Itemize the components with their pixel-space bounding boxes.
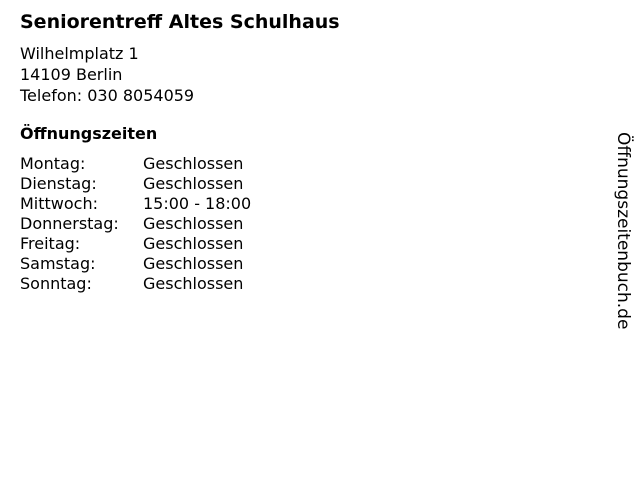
venue-address	[20, 43, 194, 106]
day-label: Freitag:	[20, 234, 81, 253]
venue-title: Seniorentreff Altes Schulhaus	[20, 11, 340, 33]
day-label: Dienstag:	[20, 174, 97, 193]
hours-row-friday	[20, 234, 251, 254]
time-value: Geschlossen	[143, 254, 244, 273]
hours-row-monday	[20, 154, 251, 174]
hours-row-thursday	[20, 214, 251, 234]
day-label: Samstag:	[20, 254, 96, 273]
opening-hours-table	[20, 154, 251, 294]
opening-hours-heading: Öffnungszeiten	[20, 124, 158, 143]
address-city: 14109 Berlin	[20, 65, 123, 84]
time-value: Geschlossen	[143, 154, 244, 173]
hours-row-sunday	[20, 274, 251, 294]
day-label: Montag:	[20, 154, 86, 173]
day-label: Donnerstag:	[20, 214, 119, 233]
hours-row-saturday	[20, 254, 251, 274]
address-street: Wilhelmplatz 1	[20, 44, 139, 63]
time-value: 15:00 - 18:00	[143, 194, 252, 213]
time-value: Geschlossen	[143, 234, 244, 253]
site-watermark: Öffnungszeitenbuch.de	[613, 132, 633, 330]
time-value: Geschlossen	[143, 174, 244, 193]
day-label: Sonntag:	[20, 274, 92, 293]
hours-row-tuesday	[20, 174, 251, 194]
phone-number: Telefon: 030 8054059	[20, 86, 195, 105]
hours-row-wednesday	[20, 194, 251, 214]
time-value: Geschlossen	[143, 274, 244, 293]
time-value: Geschlossen	[143, 214, 244, 233]
day-label: Mittwoch:	[20, 194, 98, 213]
